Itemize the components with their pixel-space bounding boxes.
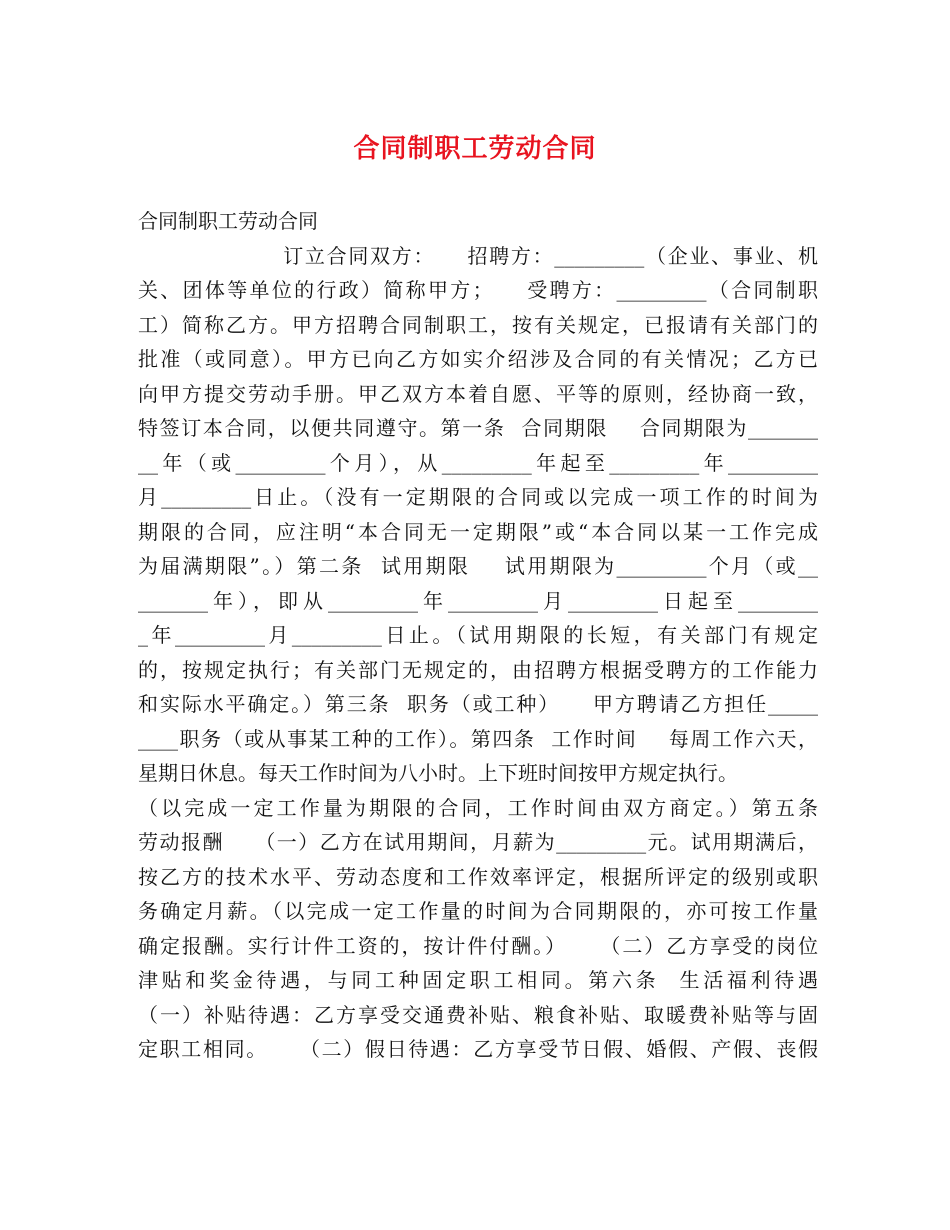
body-line: _年_________月_________日止。（试用期限的长短，有关部门有规定 xyxy=(138,623,818,647)
body-line: 劳动报酬 （一）乙方在试用期间，月薪为_________元。试用期满后， xyxy=(138,830,818,854)
body-line: 订立合同双方： 招聘方：_________（企业、事业、机 xyxy=(138,243,818,268)
body-line: 星期日休息。每天工作时间为八小时。上下班时间按甲方规定执行。 xyxy=(138,761,738,785)
body-line: 确定报酬。实行计件工资的，按计件付酬。） （二）乙方享受的岗位 xyxy=(138,933,818,958)
body-line: 月_________日止。（没有一定期限的合同或以完成一项工作的时间为 xyxy=(138,485,818,509)
body-line: 和实际水平确定。）第三条 职务（或工种） 甲方聘请乙方担任_____ xyxy=(138,692,818,716)
body-line: 务确定月薪。（以完成一定工作量的时间为合同期限的，亦可按工作量 xyxy=(138,899,818,923)
body-line: 批准（或同意）。甲方已向乙方如实介绍涉及合同的有关情况；乙方已 xyxy=(138,347,818,371)
body-line: 关、团体等单位的行政）简称甲方； 受聘方：_________（合同制职 xyxy=(138,278,818,302)
body-line: 向甲方提交劳动手册。甲乙双方本着自愿、平等的原则，经协商一致， xyxy=(138,381,818,406)
body-line: 为届满期限”。）第二条 试用期限 试用期限为_________个月（或__ xyxy=(138,554,818,578)
body-line: 工）简称乙方。甲方招聘合同制职工，按有关规定，已报请有关部门的 xyxy=(138,312,818,337)
body-line: 特签订本合同，以便共同遵守。第一条 合同期限 合同期限为_______ xyxy=(138,416,818,440)
body-line: 的，按规定执行；有关部门无规定的，由招聘方根据受聘方的工作能力 xyxy=(138,657,818,682)
body-line: 期限的合同，应注明“本合同无一定期限”或“本合同以某一工作完成 xyxy=(138,519,818,544)
body-line: _______年），即从_________年_________月_________日起至________ xyxy=(138,588,818,613)
body-line: （一）补贴待遇：乙方享受交通费补贴、粮食补贴、取暖费补贴等与固 xyxy=(138,1002,818,1027)
body-line: 津贴和奖金待遇，与同工种固定职工相同。第六条 生活福利待遇 xyxy=(138,968,818,992)
body-line: 定职工相同。 （二）假日待遇：乙方享受节日假、婚假、产假、丧假 xyxy=(138,1037,818,1061)
document-title: 合同制职工劳动合同 xyxy=(353,134,597,164)
body-line: __年（或_________个月），从_________年起至_________年_________ xyxy=(138,450,818,475)
body-line: ____职务（或从事某工种的工作）。第四条 工作时间 每周工作六天， xyxy=(138,726,818,751)
document-body xyxy=(138,204,818,1067)
body-line: 按乙方的技术水平、劳动态度和工作效率评定，根据所评定的级别或职 xyxy=(138,864,818,889)
body-line: 合同制职工劳动合同 xyxy=(138,209,318,233)
body-line: （以完成一定工作量为期限的合同，工作时间由双方商定。）第五条 xyxy=(138,795,818,820)
